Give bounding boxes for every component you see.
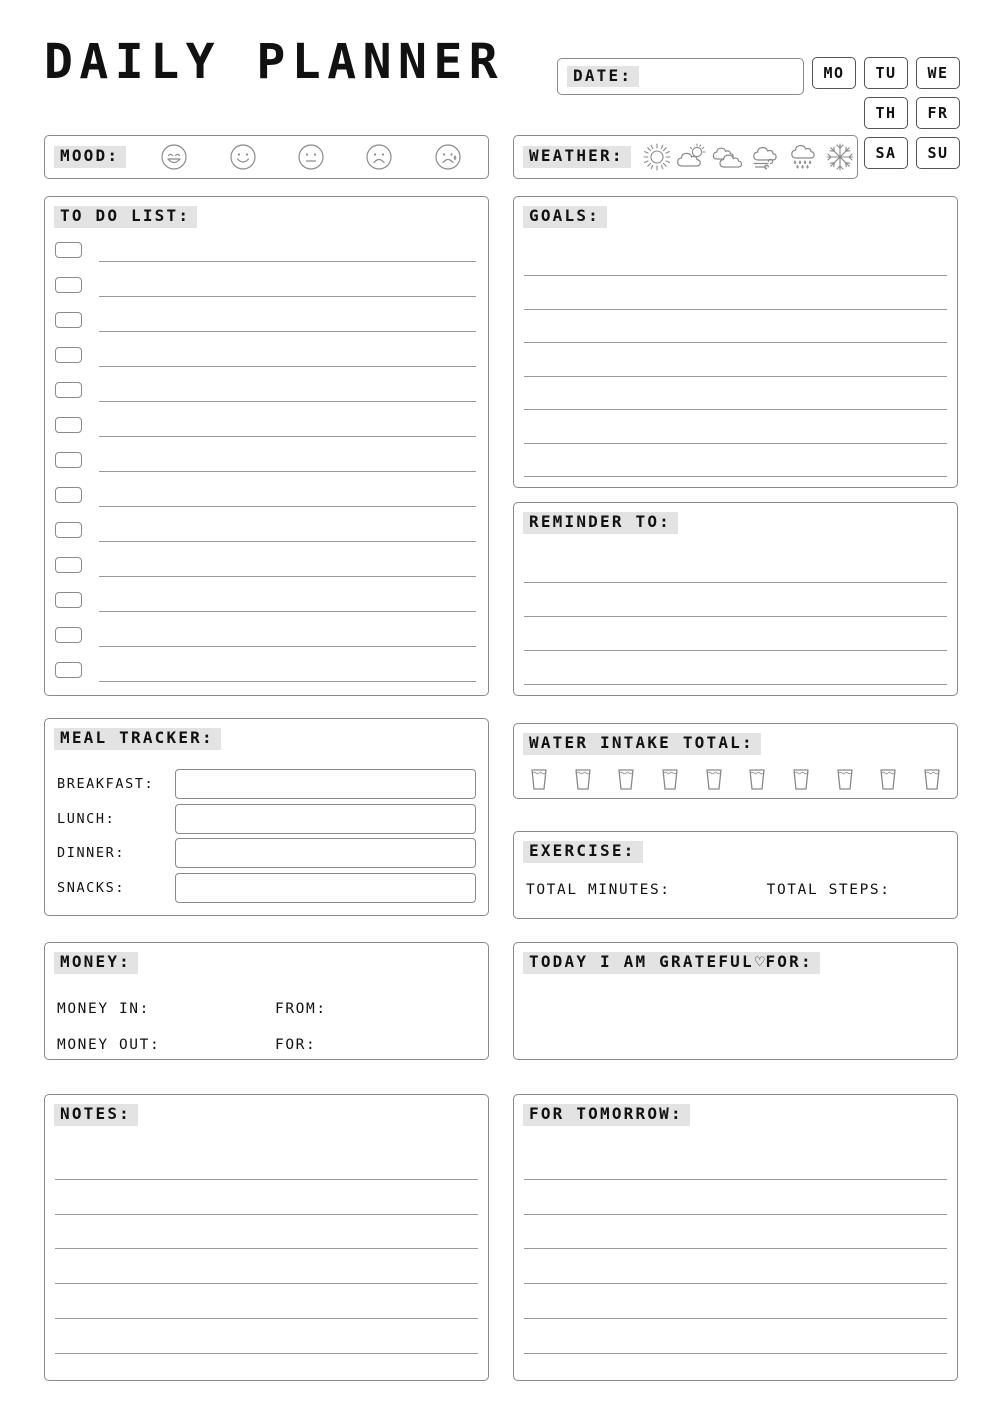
exercise-spacer [671, 882, 767, 898]
todo-writing-line-13 [99, 681, 476, 682]
tomorrow-title: FOR TOMORROW: [523, 1104, 690, 1126]
weather-options [641, 142, 855, 172]
notes-lines[interactable] [55, 1145, 478, 1354]
grateful-label-after: FOR: [765, 952, 813, 971]
goals-line-2[interactable] [524, 276, 947, 309]
money-out-label[interactable]: MONEY OUT: [57, 1037, 161, 1053]
money-in-label[interactable]: MONEY IN: [57, 1001, 150, 1017]
water-glass-icon-3[interactable] [615, 766, 637, 792]
notes-line-4[interactable] [55, 1249, 478, 1284]
tomorrow-section [513, 1094, 958, 1381]
tomorrow-lines[interactable] [524, 1145, 947, 1354]
notes-line-6[interactable] [55, 1319, 478, 1354]
todo-checkbox-3[interactable] [55, 312, 82, 328]
money-section [44, 942, 489, 1060]
todo-item[interactable] [55, 591, 478, 617]
todo-writing-line-1 [99, 261, 476, 262]
water-glass-icon-1[interactable] [528, 766, 550, 792]
page-title: DAILY PLANNER [44, 34, 505, 90]
todo-item[interactable] [55, 661, 478, 687]
tomorrow-line-2[interactable] [524, 1180, 947, 1215]
reminder-lines[interactable] [524, 549, 947, 685]
todo-writing-line-7 [99, 471, 476, 472]
todo-rows [55, 241, 478, 687]
sad-face-icon[interactable] [365, 143, 393, 171]
todo-checkbox-4[interactable] [55, 347, 82, 363]
water-glass-icon-6[interactable] [746, 766, 768, 792]
todo-section [44, 196, 489, 696]
tomorrow-line-1[interactable] [524, 1145, 947, 1180]
todo-writing-line-5 [99, 401, 476, 402]
reminder-section [513, 502, 958, 696]
dinner-input[interactable] [175, 838, 476, 868]
water-glass-icon-7[interactable] [790, 766, 812, 792]
mood-label: MOOD: [54, 146, 126, 168]
notes-line-3[interactable] [55, 1215, 478, 1250]
meal-row-dinner [57, 838, 476, 868]
water-glass-icon-9[interactable] [877, 766, 899, 792]
neutral-face-icon[interactable] [297, 143, 325, 171]
todo-item[interactable] [55, 381, 478, 407]
grateful-section [513, 942, 958, 1060]
tomorrow-line-4[interactable] [524, 1249, 947, 1284]
todo-checkbox-9[interactable] [55, 522, 82, 538]
notes-title: NOTES: [54, 1104, 138, 1126]
meal-row-lunch [57, 804, 476, 834]
dinner-label: DINNER: [57, 845, 126, 862]
meal-row-snacks [57, 873, 476, 903]
todo-checkbox-11[interactable] [55, 592, 82, 608]
day-button-fr[interactable]: FR [916, 97, 960, 129]
todo-writing-line-11 [99, 611, 476, 612]
water-glass-icon-5[interactable] [703, 766, 725, 792]
todo-checkbox-2[interactable] [55, 277, 82, 293]
day-button-mo[interactable]: MO [812, 57, 856, 89]
todo-checkbox-10[interactable] [55, 557, 82, 573]
exercise-fields [526, 882, 891, 898]
grateful-label-before: TODAY I AM GRATEFUL [529, 952, 754, 971]
lunch-label: LUNCH: [57, 810, 116, 827]
todo-item[interactable] [55, 521, 478, 547]
meal-tracker-section [44, 718, 489, 916]
money-out-row [57, 1027, 476, 1063]
reminder-line-2[interactable] [524, 583, 947, 617]
weather-label: WEATHER: [523, 146, 631, 168]
page-header [0, 0, 1005, 185]
tomorrow-line-5[interactable] [524, 1284, 947, 1319]
rainy-icon[interactable] [787, 142, 823, 172]
water-glass-icon-10[interactable] [921, 766, 943, 792]
reminder-line-1[interactable] [524, 549, 947, 583]
day-button-su[interactable]: SU [916, 137, 960, 169]
todo-item[interactable] [55, 276, 478, 302]
todo-checkbox-7[interactable] [55, 452, 82, 468]
todo-writing-line-12 [99, 646, 476, 647]
grateful-label [523, 952, 820, 974]
breakfast-input[interactable] [175, 769, 476, 799]
notes-line-1[interactable] [55, 1145, 478, 1180]
todo-writing-line-8 [99, 506, 476, 507]
todo-writing-line-2 [99, 296, 476, 297]
date-field[interactable] [557, 58, 804, 95]
meal-rows [57, 767, 476, 905]
partly-cloudy-icon[interactable] [675, 142, 709, 172]
todo-item[interactable] [55, 346, 478, 372]
goals-line-5[interactable] [524, 377, 947, 410]
total-steps-label[interactable]: TOTAL STEPS: [766, 882, 891, 898]
goals-line-4[interactable] [524, 343, 947, 376]
todo-item[interactable] [55, 486, 478, 512]
mood-options [126, 143, 488, 171]
breakfast-label: BREAKFAST: [57, 776, 155, 793]
todo-checkbox-5[interactable] [55, 382, 82, 398]
day-button-we[interactable]: WE [916, 57, 960, 89]
notes-line-2[interactable] [55, 1180, 478, 1215]
todo-item[interactable] [55, 556, 478, 582]
todo-checkbox-12[interactable] [55, 627, 82, 643]
reminder-title: REMINDER TO: [523, 512, 678, 534]
todo-writing-line-10 [99, 576, 476, 577]
cloudy-icon[interactable] [711, 142, 747, 172]
money-from-label[interactable]: FROM: [275, 1001, 327, 1017]
tomorrow-line-3[interactable] [524, 1215, 947, 1250]
water-glass-icon-2[interactable] [572, 766, 594, 792]
grateful-title [523, 952, 820, 974]
todo-item[interactable] [55, 626, 478, 652]
todo-checkbox-13[interactable] [55, 662, 82, 678]
todo-checkbox-1[interactable] [55, 242, 82, 258]
very-happy-face-icon[interactable] [160, 143, 188, 171]
snowflake-icon[interactable] [825, 142, 855, 172]
goals-lines[interactable] [524, 243, 947, 477]
todo-checkbox-6[interactable] [55, 417, 82, 433]
water-glasses [528, 766, 943, 792]
day-button-sa[interactable]: SA [864, 137, 908, 169]
todo-writing-line-6 [99, 436, 476, 437]
notes-section [44, 1094, 489, 1381]
water-glass-icon-8[interactable] [834, 766, 856, 792]
total-minutes-label[interactable]: TOTAL MINUTES: [526, 882, 671, 898]
meal-tracker-title: MEAL TRACKER: [54, 728, 221, 750]
reminder-line-4[interactable] [524, 651, 947, 685]
happy-face-icon[interactable] [229, 143, 257, 171]
water-intake-section [513, 723, 958, 799]
exercise-title: EXERCISE: [523, 841, 643, 863]
meal-row-breakfast [57, 769, 476, 799]
todo-writing-line-3 [99, 331, 476, 332]
goals-section [513, 196, 958, 488]
day-button-th[interactable]: TH [864, 97, 908, 129]
reminder-line-3[interactable] [524, 617, 947, 651]
todo-writing-line-4 [99, 366, 476, 367]
goals-line-3[interactable] [524, 310, 947, 343]
goals-title: GOALS: [523, 206, 607, 228]
money-in-row [57, 991, 476, 1027]
water-intake-title: WATER INTAKE TOTAL: [523, 733, 761, 755]
weather-section [513, 135, 858, 179]
todo-title: TO DO LIST: [54, 206, 197, 228]
todo-writing-line-9 [99, 541, 476, 542]
mood-section [44, 135, 489, 179]
todo-checkbox-8[interactable] [55, 487, 82, 503]
tomorrow-line-6[interactable] [524, 1319, 947, 1354]
date-label: DATE: [567, 66, 639, 88]
todo-item[interactable] [55, 416, 478, 442]
crying-face-icon[interactable] [434, 143, 462, 171]
goals-line-6[interactable] [524, 410, 947, 443]
goals-line-1[interactable] [524, 243, 947, 276]
todo-item[interactable] [55, 451, 478, 477]
snacks-input[interactable] [175, 873, 476, 903]
money-for-label[interactable]: FOR: [275, 1037, 317, 1053]
exercise-section [513, 831, 958, 919]
windy-icon[interactable] [749, 142, 785, 172]
lunch-input[interactable] [175, 804, 476, 834]
todo-item[interactable] [55, 311, 478, 337]
water-glass-icon-4[interactable] [659, 766, 681, 792]
heart-icon: ♡ [754, 952, 765, 971]
sun-icon[interactable] [641, 142, 673, 172]
snacks-label: SNACKS: [57, 879, 126, 896]
money-title: MONEY: [54, 952, 138, 974]
notes-line-5[interactable] [55, 1284, 478, 1319]
day-button-tu[interactable]: TU [864, 57, 908, 89]
money-rows [57, 991, 476, 1063]
goals-line-7[interactable] [524, 444, 947, 477]
todo-item[interactable] [55, 241, 478, 267]
